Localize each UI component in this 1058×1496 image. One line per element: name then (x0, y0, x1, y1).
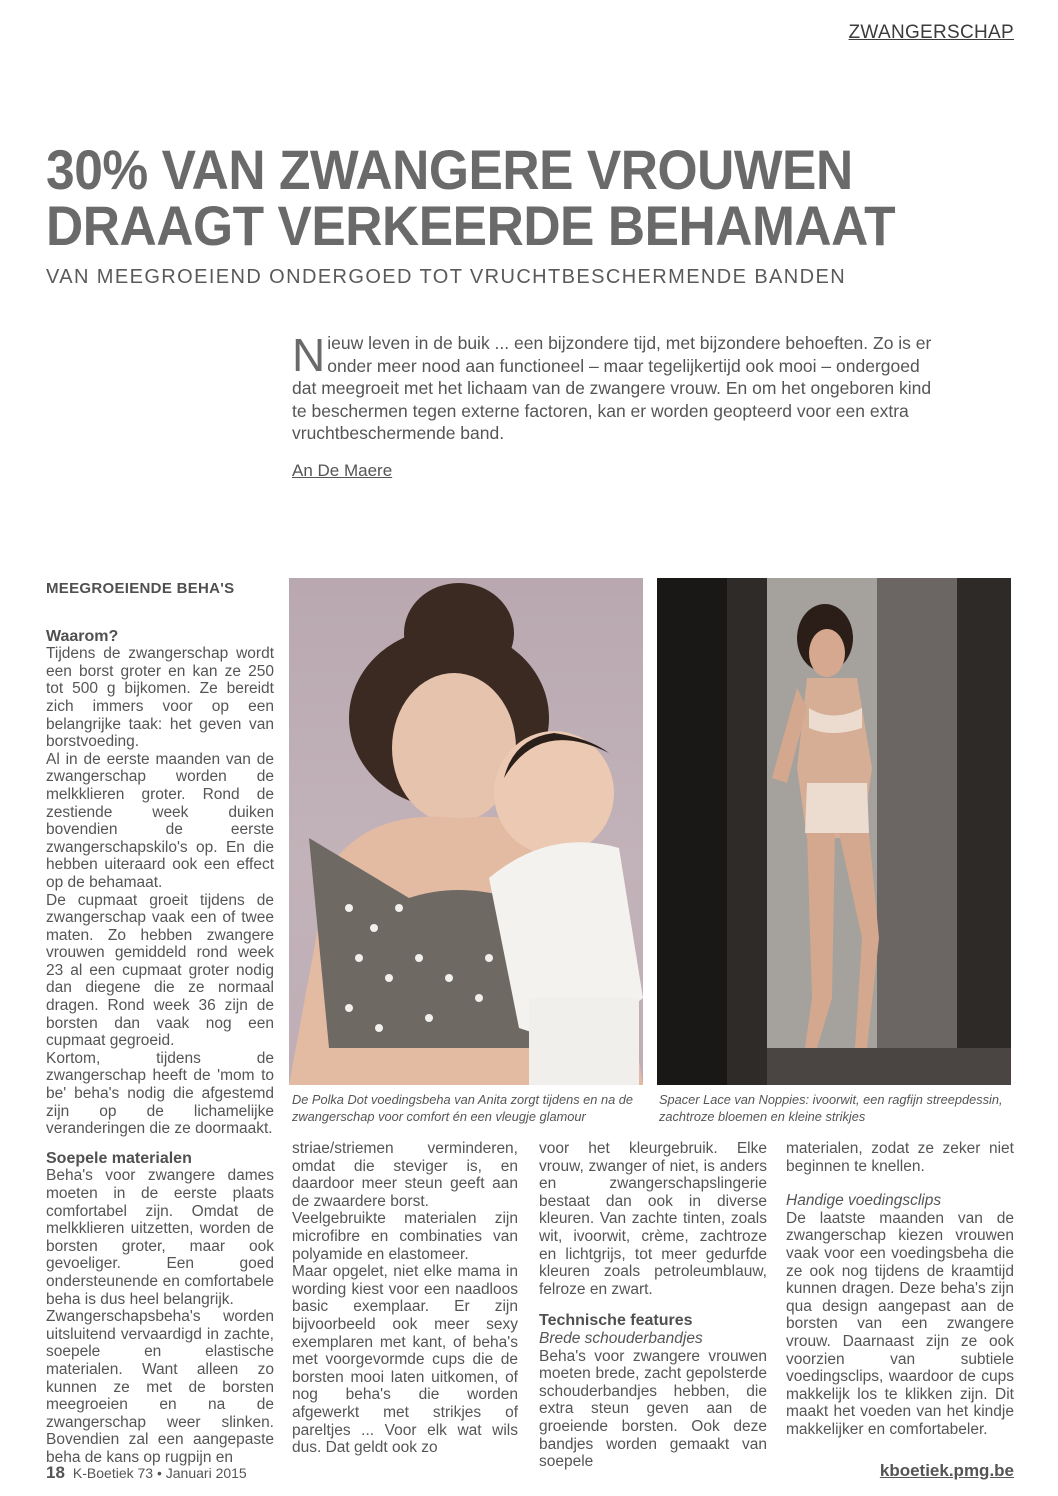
paragraph: striae/striemen verminderen, omdat die steviger is, en daardoor meer steun geeft aan de zwaardere borst. (292, 1140, 518, 1210)
text-column-1 (46, 580, 274, 1467)
paragraph: materialen, zodat ze zeker niet beginnen te knellen. (786, 1140, 1014, 1175)
paragraph: Tijdens de zwangerschap wordt een borst groter en kan ze 250 tot 500 g bijkomen. Ze bereidt zich immers voor op een belangrijke taak: het geven van borstvoeding. (46, 645, 274, 751)
footer-issue (46, 1463, 247, 1483)
paragraph: Kortom, tijdens de zwangerschap heeft de 'mom to be' beha's nodig die afgestemd zijn op de lichamelijke veranderingen die ze doormaakt. (46, 1049, 274, 1138)
paragraph: Beha's voor zwangere dames moeten in de eerste plaats comfortabel zijn. Omdat de melkklieren uitzetten, worden de borsten groter, maar ook gevoeliger. Een goed ondersteunende en comfortabele beha is dus heel belangrijk. (46, 1167, 274, 1308)
paragraph: Veelgebruikte materialen zijn microfibre en combinaties van polyamide en elastomeer. (292, 1210, 518, 1263)
drop-cap: N (292, 329, 326, 381)
intro-paragraph (292, 329, 932, 445)
paragraph: Zwangerschapsbeha's worden uitsluitend vervaardigd in zachte, soepele en elastische materialen. Want alleen zo kunnen ze met de borsten meegroeien en na de zwangerschap weer slinken. Bovendien zal een aangepaste beha de kans op rugpijn en (46, 1308, 274, 1466)
heading-soepele-materialen: Soepele materialen (46, 1149, 192, 1167)
paragraph: De cupmaat groeit tijdens de zwangerschap vaak een of twee maten. Zo hebben zwangere vrouwen gemiddeld rond week 23 al een cupmaat groter nodig dan diegene die ze normaal dragen. Rond week 36 zijn de borsten dan vaak nog een cupmaat gegroeid. (46, 891, 274, 1050)
title-line-2: DRAAGT VERKEERDE BEHAMAAT (46, 194, 896, 257)
paragraph: Beha's voor zwangere vrouwen moeten brede, zacht gepolsterde schouderbandjes hebben, die extra steun geven aan de groeiende borsten. Ook deze bandjes worden gemaakt van soepele (539, 1347, 767, 1471)
text-column-2 (292, 1140, 518, 1457)
photo-spacer-lace (657, 578, 1011, 1085)
author-link[interactable]: An De Maere (292, 461, 393, 480)
model-illustration (657, 578, 1011, 1085)
article-title (46, 138, 896, 257)
text-column-4 (786, 1140, 1014, 1439)
heading-technische-features: Technische features (539, 1312, 693, 1330)
paragraph: Maar opgelet, niet elke mama in wording kiest voor een naadloos basic exemplaar. Er zijn bijvoorbeeld ook meer sexy exemplaren met kant, of beha's met voorgevormde cups die de borsten mooi laten uitkomen, of nog beha's die worden afgewerkt met strikjes of pareltjes ... Voor elk wat wils dus. Dat geldt ook zo (292, 1263, 518, 1457)
paragraph: voor het kleurgebruik. Elke vrouw, zwanger of niet, is anders en zwangerschapslingerie bestaat dan ook in diverse kleuren. Van zachte tinten, zoals wit, ivoorwit, crème, zachtroze en lichtgrijs, tot meer gedurfde kleuren zoals petroleumblauw, felroze en zwart. (539, 1140, 767, 1298)
section-label[interactable]: ZWANGERSCHAP (848, 22, 1014, 43)
website-link[interactable]: kboetiek.pmg.be (879, 1461, 1014, 1480)
subheading-handige-voedingsclips: Handige voedingsclips (786, 1192, 942, 1210)
title-line-1: 30% VAN ZWANGERE VROUWEN (46, 138, 853, 201)
section-heading: MEEGROEIENDE BEHA'S (46, 580, 235, 597)
paragraph: Al in de eerste maanden van de zwangerschap worden de melkklieren groter. Rond de zestiende week duiken bovendien de eerste zwangerschapskilo's op. En die hebben uiteraard ook een effect op de behamaat. (46, 750, 274, 891)
issue-info: K-Boetiek 73 • Januari 2015 (72, 1465, 247, 1481)
heading-waarom: Waarom? (46, 627, 119, 645)
article-subtitle: VAN MEEGROEIEND ONDERGOED TOT VRUCHTBESCHERMENDE BANDEN (46, 266, 847, 288)
caption-photo-2: Spacer Lace van Noppies: ivoorwit, een ragfijn streepdessin, zachtroze bloemen en kleine strikjes (659, 1092, 1003, 1124)
paragraph: De laatste maanden van de zwangerschap kiezen vrouwen vaak voor een voedingsbeha die ze ook nog tijdens de kraamtijd kunnen dragen. Deze beha's zijn qua design aangepast aan de borsten van een zwangere vrouw. Daarnaast zijn ze ook voorzien van subtiele voedingsclips, waardoor de cups makkelijk los te klikken zijn. Dit maakt het voeden van het kindje makkelijker en comfortabeler. (786, 1209, 1014, 1438)
photo-polka-dot-bra (289, 578, 643, 1085)
page-number: 18 (46, 1463, 65, 1482)
caption-photo-1: De Polka Dot voedingsbeha van Anita zorgt tijdens en na de zwangerschap voor comfort én een vleugje glamour (292, 1092, 633, 1124)
mother-baby-illustration (289, 578, 643, 1085)
text-column-3 (539, 1140, 767, 1471)
intro-text: ieuw leven in de buik ... een bijzondere tijd, met bijzondere behoeften. Zo is er onder meer nood aan functioneel – maar tegelijkertijd ook mooi – ondergoed dat meegroeit met het lichaam van de zwangere vrouw. En om het ongeboren kind te beschermen tegen externe factoren, kan er worden geopteerd voor een extra vruchtbeschermende band. (292, 333, 932, 443)
subheading-brede-schouderbandjes: Brede schouderbandjes (539, 1329, 703, 1347)
